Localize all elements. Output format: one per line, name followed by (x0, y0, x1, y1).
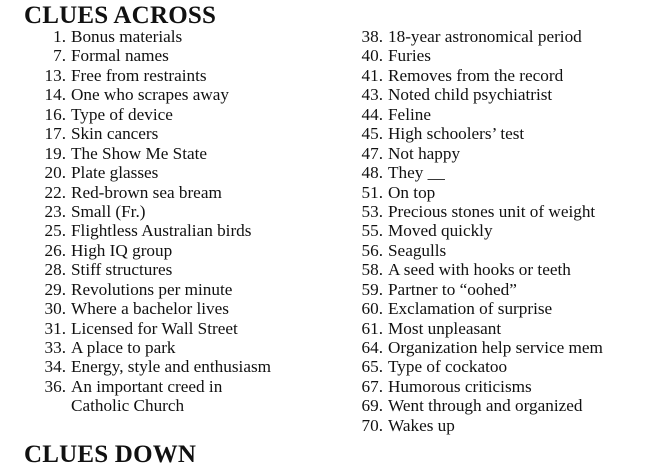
clue-number: 20. (44, 163, 66, 183)
clue-text-line: Small (Fr.) (71, 201, 146, 221)
clue-item (353, 85, 666, 104)
clue-text-line: 18-year astronomical period (388, 27, 582, 46)
clue-text (388, 105, 431, 124)
clue-text-line: Red-brown sea bream (71, 182, 222, 202)
clue-text-line: Humorous criticisms (388, 376, 532, 396)
clue-item (353, 163, 666, 182)
clue-item (353, 221, 666, 240)
clue-number: 13. (44, 65, 66, 85)
clue-text-line: A place to park (71, 338, 176, 357)
clue-number: 67. (361, 376, 383, 396)
clue-text-line: Exclamation of surprise (388, 299, 553, 319)
clue-text (71, 183, 222, 202)
clue-item (0, 46, 340, 65)
clue-text-line: Licensed for Wall Street (71, 318, 238, 338)
clue-text-line: Most unpleasant (388, 318, 502, 338)
clue-text-line: Furies (388, 46, 431, 66)
clue-item (0, 377, 340, 416)
clue-item (0, 357, 340, 376)
clue-item (0, 124, 340, 143)
clue-text (71, 357, 271, 376)
clue-number: 26. (44, 240, 66, 260)
clue-text (71, 338, 176, 357)
clue-text (388, 66, 563, 85)
clue-number: 47. (361, 143, 383, 163)
clue-number: 43. (361, 85, 383, 105)
clue-text (71, 163, 158, 182)
clue-item (353, 338, 666, 357)
clue-item (0, 144, 340, 163)
clue-item (353, 144, 666, 163)
clue-number: 59. (361, 279, 383, 299)
clue-number: 58. (361, 260, 383, 280)
clue-item (353, 416, 666, 435)
clue-number: 19. (44, 143, 66, 163)
clue-item (0, 241, 340, 260)
clue-text (71, 66, 207, 85)
clue-text (71, 105, 173, 124)
clue-text-line-2: Catholic Church (71, 396, 185, 416)
clue-text (71, 85, 229, 104)
clue-number: 29. (44, 279, 66, 299)
clue-number: 34. (44, 357, 66, 377)
clue-text-line: Stiff structures (71, 260, 173, 280)
clue-item (353, 396, 666, 415)
clue-text (71, 280, 232, 299)
clue-item (0, 299, 340, 318)
clue-text (71, 319, 238, 338)
clue-text (388, 46, 431, 65)
clue-text (71, 241, 172, 260)
clue-item (353, 66, 666, 85)
clue-number: 23. (44, 201, 66, 221)
clue-text-line: Noted child psychiatrist (388, 85, 553, 105)
clues-across-heading: CLUES ACROSS (24, 2, 217, 29)
clue-text (388, 124, 524, 143)
clue-text-line: Partner to “oohed” (388, 279, 517, 299)
clue-text (388, 85, 552, 104)
clue-text-line: An important creed in (71, 376, 223, 396)
clue-text-line: They __ (388, 163, 445, 183)
clue-text (71, 144, 207, 163)
clue-text-line: Type of device (71, 104, 173, 124)
clue-text (71, 124, 158, 143)
clue-text-line: Where a bachelor lives (71, 299, 229, 319)
clue-number: 40. (361, 46, 383, 66)
clue-text-line: On top (388, 182, 436, 202)
clue-number: 70. (361, 415, 383, 435)
clue-item (353, 299, 666, 318)
clue-text (71, 27, 182, 46)
clue-item (353, 46, 666, 65)
clue-item (0, 183, 340, 202)
clue-text-line: Removes from the record (388, 65, 564, 85)
clue-number: 7. (53, 46, 66, 66)
clue-item (0, 260, 340, 279)
clue-item (0, 338, 340, 357)
clue-text (388, 27, 582, 46)
clue-item (0, 27, 340, 46)
clue-number: 69. (361, 396, 383, 416)
clue-text-line: One who scrapes away (71, 85, 229, 105)
clue-text (388, 416, 455, 435)
clue-text (388, 163, 445, 182)
clue-text (71, 202, 145, 221)
clue-text-line: High schoolers’ test (388, 124, 525, 144)
clue-number: 17. (44, 124, 66, 144)
clue-number: 33. (44, 338, 66, 357)
clues-down-heading: CLUES DOWN (24, 441, 197, 468)
clue-text-line: Moved quickly (388, 221, 493, 241)
clue-item (0, 202, 340, 221)
clue-number: 28. (44, 260, 66, 280)
clue-text-line: High IQ group (71, 240, 173, 260)
clue-item (353, 27, 666, 46)
clue-number: 55. (361, 221, 383, 241)
clue-text (388, 299, 552, 318)
clue-text-line: Organization help service mem (388, 338, 603, 357)
clue-item (353, 202, 666, 221)
clue-number: 38. (361, 27, 383, 46)
clue-item (0, 319, 340, 338)
clue-number: 22. (44, 182, 66, 202)
clues-across-right-column (353, 27, 666, 435)
clue-text (388, 241, 446, 260)
clue-text (388, 357, 507, 376)
clue-text-line: Bonus materials (71, 27, 183, 46)
clue-text-line: Seagulls (388, 240, 447, 260)
clue-item (353, 357, 666, 376)
clue-item (0, 105, 340, 124)
clue-text (388, 280, 517, 299)
clue-item (353, 319, 666, 338)
clue-text (388, 183, 435, 202)
clue-number: 64. (361, 338, 383, 357)
clue-text (71, 299, 229, 318)
clue-item (0, 66, 340, 85)
clue-number: 65. (361, 357, 383, 377)
clue-text (388, 338, 603, 357)
clue-number: 60. (361, 299, 383, 319)
clue-item (353, 124, 666, 143)
clue-text-line: Plate glasses (71, 163, 159, 183)
clues-across-left-column (0, 27, 340, 416)
clue-number: 16. (44, 104, 66, 124)
clue-item (353, 241, 666, 260)
clue-text-line: Flightless Australian birds (71, 221, 252, 241)
clue-item (0, 280, 340, 299)
clue-text-line: A seed with hooks or teeth (388, 260, 571, 280)
clue-number: 25. (44, 221, 66, 241)
clue-number: 53. (361, 201, 383, 221)
clue-text-line: Went through and organized (388, 396, 583, 416)
clue-text-line: Revolutions per minute (71, 279, 233, 299)
clue-item (0, 163, 340, 182)
clue-number: 48. (361, 163, 383, 183)
clue-text (388, 144, 460, 163)
clue-text-line: Skin cancers (71, 124, 159, 144)
clue-item (353, 377, 666, 396)
clue-text-line: The Show Me State (71, 143, 208, 163)
clue-item (353, 183, 666, 202)
clue-text (71, 260, 172, 279)
clue-number: 14. (44, 85, 66, 105)
clue-text-line: Formal names (71, 46, 169, 66)
clue-item (353, 105, 666, 124)
clue-text (71, 377, 222, 416)
clue-number: 44. (361, 104, 383, 124)
clue-number: 31. (44, 318, 66, 338)
clue-text (71, 46, 169, 65)
clue-text-line: Type of cockatoo (388, 357, 508, 377)
clue-number: 30. (44, 299, 66, 319)
clue-number: 36. (44, 376, 66, 396)
clue-item (353, 260, 666, 279)
clue-text (71, 221, 251, 240)
clue-text-line: Feline (388, 104, 431, 124)
clue-number: 56. (361, 240, 383, 260)
clue-number: 51. (361, 182, 383, 202)
clue-text (388, 221, 493, 240)
clue-text-line: Precious stones unit of weight (388, 201, 596, 221)
clue-number: 41. (361, 65, 383, 85)
clue-text (388, 396, 582, 415)
clue-number: 1. (53, 27, 66, 46)
clue-item (353, 280, 666, 299)
clue-item (0, 85, 340, 104)
clue-text-line: Energy, style and enthusiasm (71, 357, 272, 377)
clue-text (388, 377, 532, 396)
clue-number: 45. (361, 124, 383, 144)
clue-text-line: Free from restraints (71, 65, 207, 85)
clue-number: 61. (361, 318, 383, 338)
clue-text (388, 260, 571, 279)
clue-text (388, 202, 595, 221)
clue-item (0, 221, 340, 240)
clue-text-line: Not happy (388, 143, 461, 163)
clue-text (388, 319, 501, 338)
clue-text-line: Wakes up (388, 415, 455, 435)
